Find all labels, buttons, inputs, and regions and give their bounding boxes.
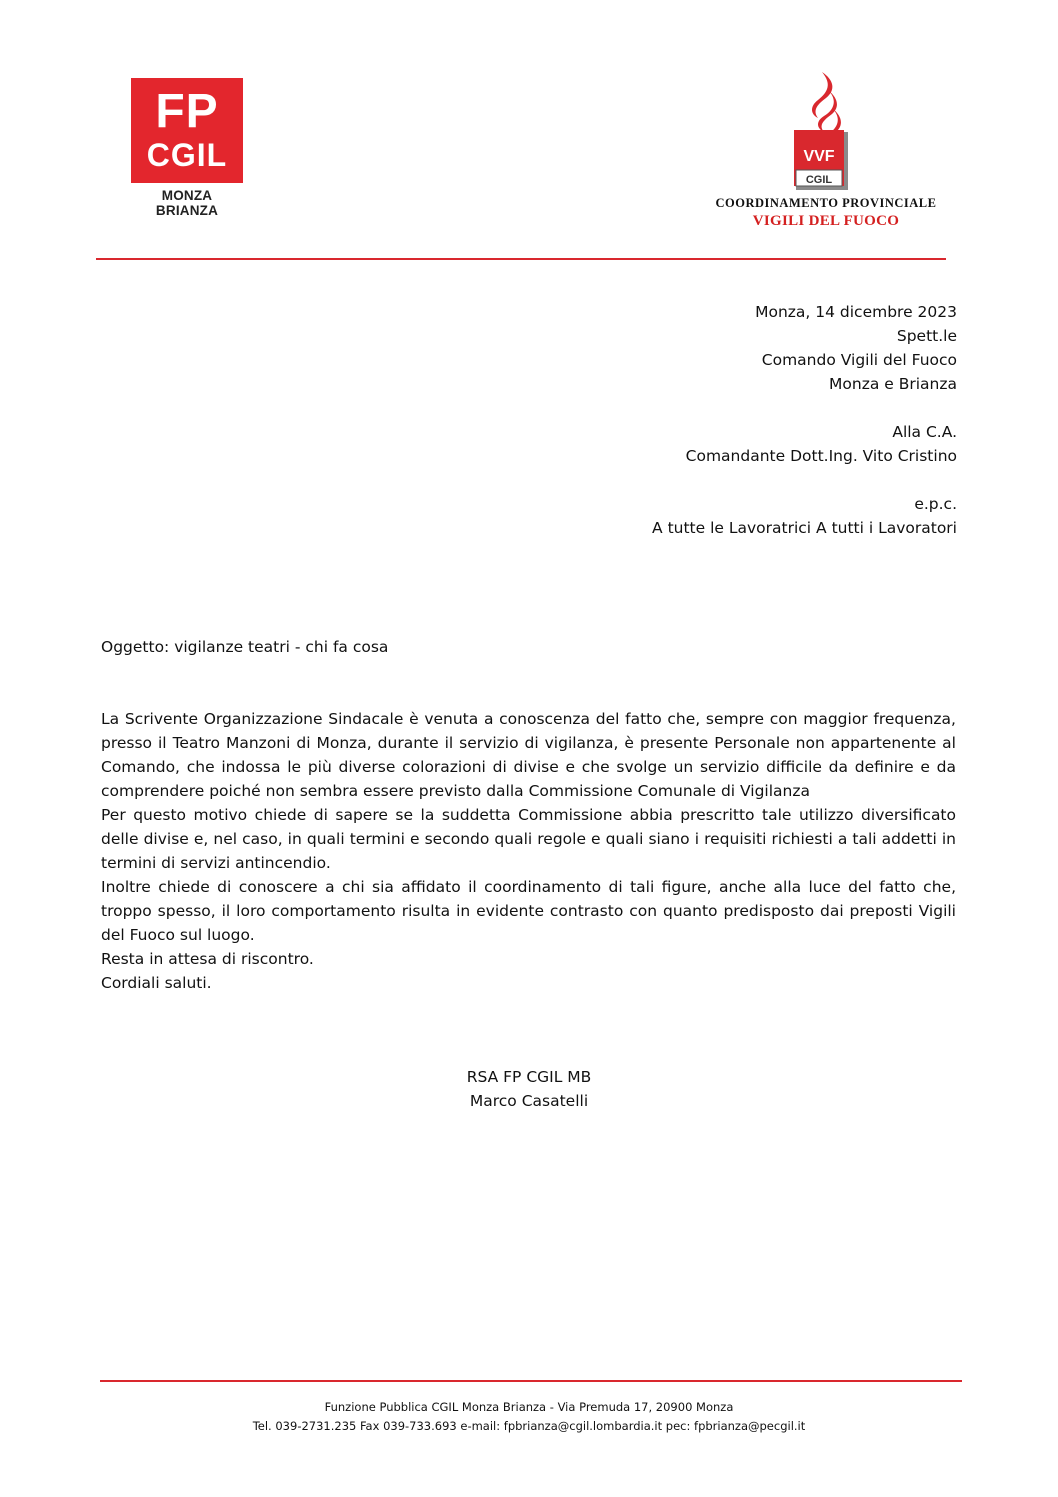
body-paragraph-3: Inoltre chiede di conoscere a chi sia affidato il coordinamento di tali figure, anche alla luce del fatto che, troppo spesso, il loro comportamento risulta in evidente contrasto con quanto predisposto dai preposti Vigili del Fuoco sul luogo. — [101, 878, 956, 944]
fp-cgil-logo — [131, 78, 243, 183]
vvf-badge-sub: CGIL — [805, 174, 833, 186]
fp-logo-subtitle: MONZA BRIANZA — [155, 188, 219, 218]
footer-divider — [100, 1380, 962, 1382]
subject-line: Oggetto: vigilanze teatri - chi fa cosa — [101, 638, 389, 656]
attention-line-1: Alla C.A. — [892, 423, 957, 441]
cc-line-2: A tutte le Lavoratrici A tutti i Lavoratori — [652, 519, 957, 537]
body-paragraph-4: Resta in attesa di riscontro. — [101, 950, 314, 968]
signature-name: Marco Casatelli — [469, 1092, 589, 1110]
body-paragraph-5: Cordiali saluti. — [101, 974, 212, 992]
attention-line-2: Comandante Dott.Ing. Vito Cristino — [685, 447, 957, 465]
coordinamento-title: COORDINAMENTO PROVINCIALE — [715, 196, 937, 210]
letter-body — [101, 707, 956, 995]
vvf-cgil-logo-icon — [788, 70, 848, 192]
header-divider — [96, 258, 946, 260]
fp-logo-line1: FP — [155, 85, 219, 138]
recipient-line-1: Spett.le — [896, 327, 957, 345]
body-paragraph-2: Per questo motivo chiede di sapere se la suddetta Commissione abbia prescritto tale utilizzo diversificato delle divise e, nel caso, in quali termini e secondo quali regole e quali siano i requisiti richiesti a tali addetti in termini di servizi antincendio. — [101, 806, 956, 872]
signature-organization: RSA FP CGIL MB — [466, 1068, 592, 1086]
fp-logo-line2: CGIL — [146, 137, 228, 173]
cc-line-1: e.p.c. — [914, 495, 957, 513]
footer-address: Funzione Pubblica CGIL Monza Brianza - Via Premuda 17, 20900 Monza — [324, 1400, 734, 1414]
coordinamento-subtitle: VIGILI DEL FUOCO — [752, 213, 900, 229]
recipient-line-3: Monza e Brianza — [829, 375, 957, 393]
date-line: Monza, 14 dicembre 2023 — [755, 303, 957, 321]
body-paragraph-1: La Scrivente Organizzazione Sindacale è venuta a conoscenza del fatto che, sempre con maggior frequenza, presso il Teatro Manzoni di Monza, durante il servizio di vigilanza, è presente Personale non appartenente al Comando, che indossa le più diverse colorazioni di divise e che svolge un servizio difficile da definire e da comprendere poiché non sembra essere previsto dalla Commissione Comunale di Vigilanza — [101, 710, 956, 800]
vvf-badge-text: VVF — [803, 148, 835, 165]
recipient-line-2: Comando Vigili del Fuoco — [761, 351, 957, 369]
footer-contacts: Tel. 039-2731.235 Fax 039-733.693 e-mail: fpbrianza@cgil.lombardia.it pec: fpbrianza@pecgil.it — [252, 1419, 806, 1433]
